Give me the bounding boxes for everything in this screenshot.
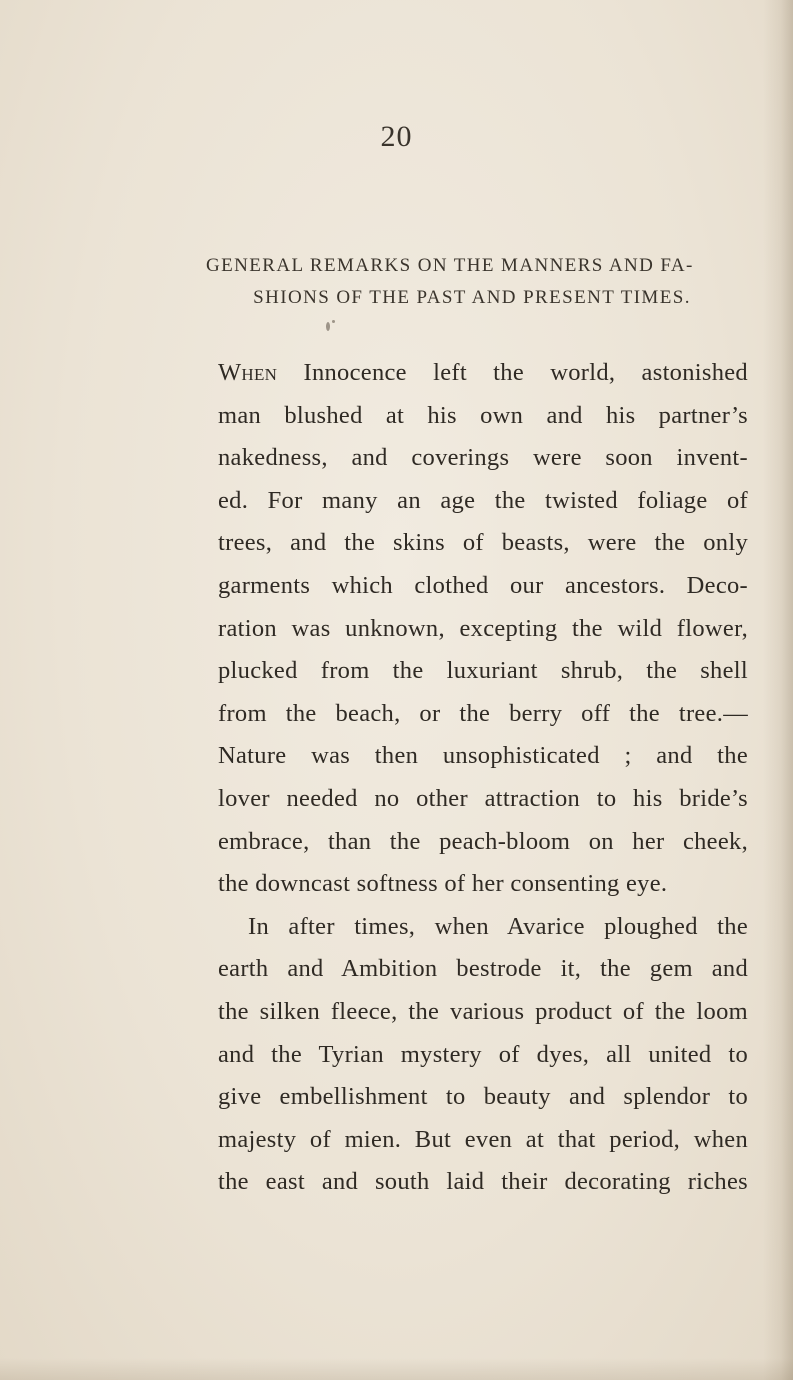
page-edge-shadow-bottom (0, 1358, 793, 1380)
opening-word: When (218, 359, 278, 386)
text-line: Nature was then unsophisticated ; and the (218, 742, 748, 770)
page-number: 20 (380, 120, 413, 153)
ink-speck-mark (332, 320, 335, 323)
text-line: the silken fleece, the various product of the loom (218, 997, 748, 1025)
text-line: from the beach, or the berry off the tree.— (218, 699, 748, 727)
text-line: and the Tyrian mystery of dyes, all united to (218, 1040, 748, 1068)
text-line: In after times, when Avarice ploughed the (248, 912, 748, 940)
text-line: give embellishment to beauty and splendor to (218, 1083, 748, 1111)
ink-speck-mark (326, 322, 330, 331)
text-line: the east and south laid their decorating riches (218, 1168, 748, 1196)
text-line: lover needed no other attraction to his bride’s (218, 784, 748, 812)
text-line: ed. For many an age the twisted foliage of (218, 486, 748, 514)
text-line: majesty of mien. But even at that period, when (218, 1125, 748, 1153)
page-edge-shadow-right (763, 0, 793, 1380)
text-line: When Innocence left the world, astonished (218, 359, 748, 386)
text-line: the downcast softness of her consenting eye. (218, 870, 668, 898)
section-heading (206, 250, 766, 314)
text-line: ration was unknown, excepting the wild flower, (218, 614, 748, 642)
text-line: man blushed at his own and his partner’s (218, 401, 748, 429)
body-text (218, 352, 748, 1204)
section-heading-line-1: GENERAL REMARKS ON THE MANNERS AND FA- (206, 255, 694, 276)
text-line: garments which clothed our ancestors. Deco- (218, 571, 748, 599)
text-line: earth and Ambition bestrode it, the gem and (218, 955, 748, 983)
text-line: embrace, than the peach-bloom on her cheek, (218, 827, 748, 855)
text-line: nakedness, and coverings were soon invent- (218, 444, 748, 472)
section-heading-line-2: SHIONS OF THE PAST AND PRESENT TIMES. (253, 287, 691, 308)
text-line: trees, and the skins of beasts, were the only (218, 529, 748, 557)
text-line: plucked from the luxuriant shrub, the shell (218, 657, 748, 685)
